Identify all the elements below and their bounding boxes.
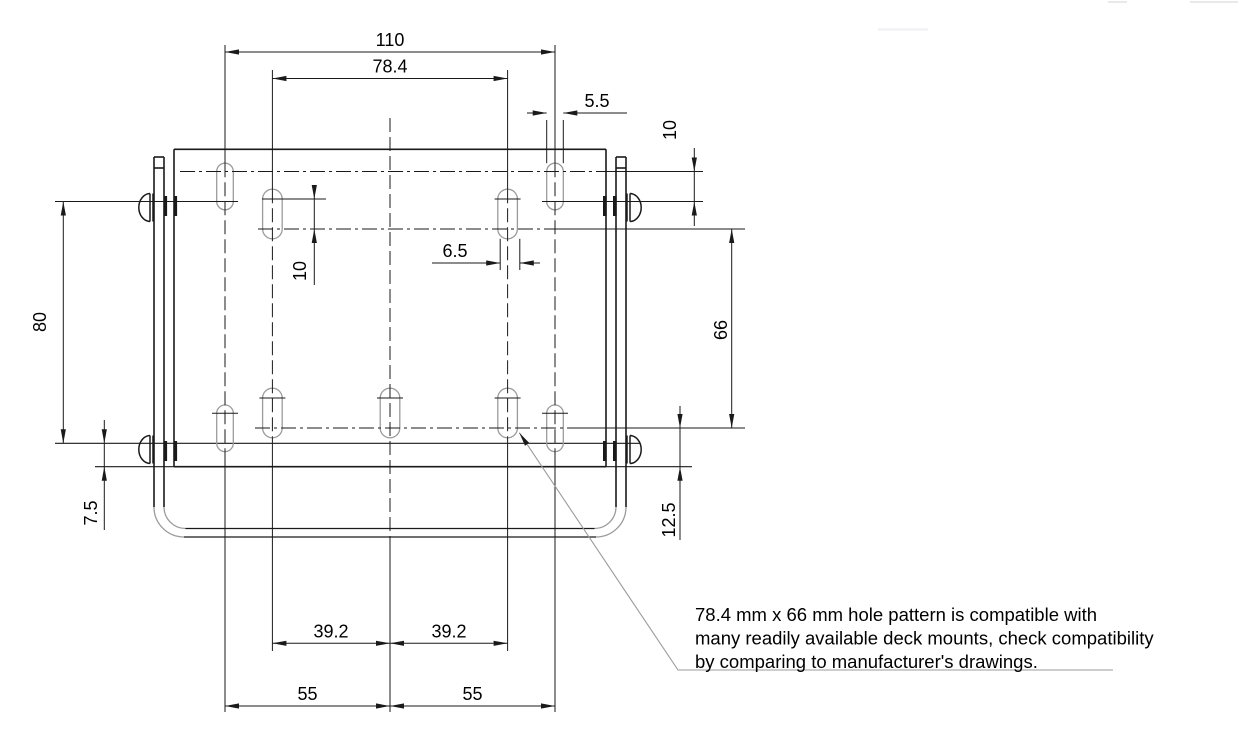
screw-head-left-bottom — [139, 436, 150, 464]
dim-55-left-label: 55 — [297, 684, 318, 704]
scan-artifacts — [878, 1, 1238, 31]
screw-head-right-top — [630, 194, 641, 222]
note-line-3: by comparing to manufacturer's drawings. — [695, 651, 1038, 672]
dim-66-label: 66 — [711, 319, 731, 341]
compatibility-note — [695, 604, 1154, 672]
dim-39-2-right-label: 39.2 — [431, 621, 467, 642]
screw-head-right-bottom — [630, 436, 641, 464]
dim-80-label: 80 — [30, 311, 50, 333]
dim-10-right-label: 10 — [660, 119, 680, 141]
centerlines — [180, 118, 604, 537]
note-line-2: many readily available deck mounts, check compatibility — [695, 627, 1154, 649]
dim-5-5-label: 5.5 — [584, 91, 610, 111]
dim-7-5-label: 7.5 — [81, 500, 101, 526]
dim-78-4-label: 78.4 — [372, 56, 408, 77]
note-line-1: 78.4 mm x 66 mm hole pattern is compatible with — [695, 604, 1098, 625]
dim-55-right-label: 55 — [462, 684, 483, 704]
dim-12-5-label: 12.5 — [659, 502, 679, 538]
dim-110-label: 110 — [375, 30, 405, 50]
slot-center-ticks — [212, 199, 568, 413]
dim-10-left-label: 10 — [290, 260, 310, 282]
dim-39-2-left-label: 39.2 — [313, 621, 349, 642]
extension-lines — [55, 45, 745, 712]
dimension-arrowheads — [61, 49, 735, 708]
dim-6-5-label: 6.5 — [442, 241, 468, 261]
screw-head-left-top — [139, 194, 150, 222]
